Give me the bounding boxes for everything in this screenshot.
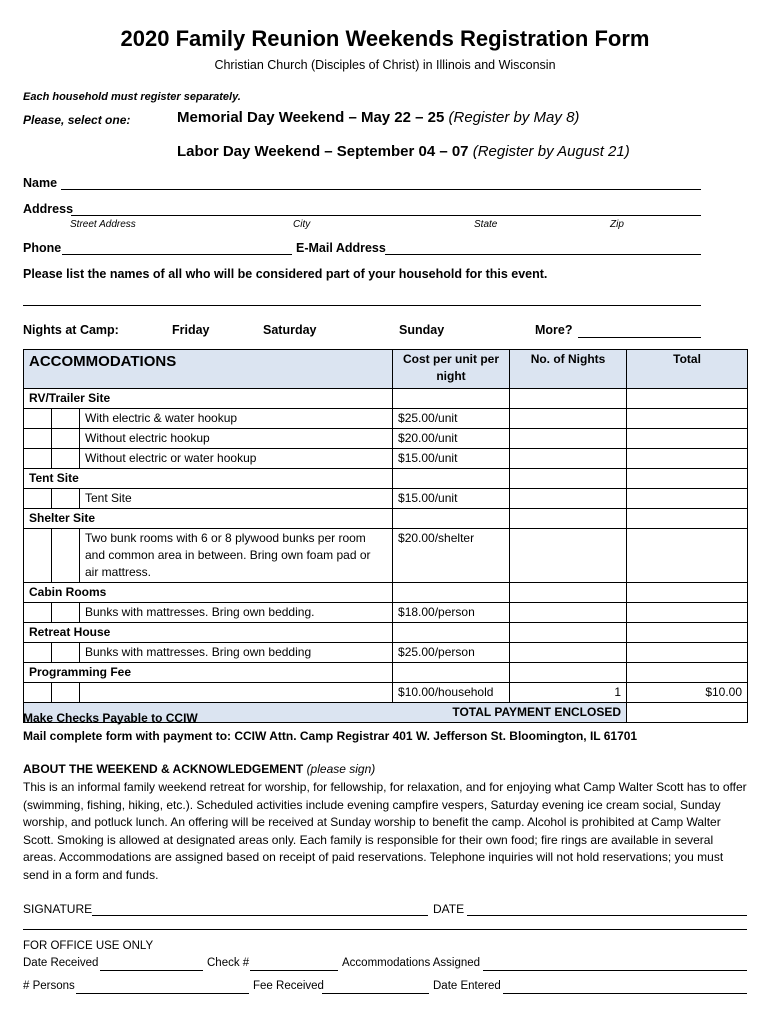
table-row xyxy=(24,449,748,469)
table-row xyxy=(24,683,748,703)
about-heading: ABOUT THE WEEKEND & ACKNOWLEDGEMENT xyxy=(23,762,304,776)
email-field[interactable] xyxy=(385,254,701,255)
mail-instructions: Mail complete form with payment to: CCIW Attn. Camp Registrar 401 W. Jefferson St. Bloomington, IL 61701 xyxy=(23,729,638,743)
item-desc: Tent Site xyxy=(80,489,393,509)
zip-caption: Zip xyxy=(610,219,624,230)
category-row xyxy=(24,583,748,603)
nights-cell[interactable] xyxy=(510,529,627,583)
item-cost: $10.00/household xyxy=(393,683,510,703)
register-note: Each household must register separately. xyxy=(23,91,241,103)
total-cell[interactable] xyxy=(627,603,748,623)
date-field[interactable] xyxy=(467,915,747,916)
item-desc: Without electric hookup xyxy=(80,429,393,449)
form-subtitle: Christian Church (Disciples of Christ) in Illinois and Wisconsin xyxy=(214,58,556,72)
phone-label: Phone xyxy=(23,241,62,255)
accommodations-assigned-field[interactable] xyxy=(483,970,747,971)
category-row xyxy=(24,389,748,409)
nights-cell[interactable] xyxy=(510,603,627,623)
nights-cell[interactable] xyxy=(510,429,627,449)
select-box[interactable] xyxy=(52,489,80,509)
about-body: This is an informal family weekend retreat for worship, for fellowship, for relaxation, and for enjoying what Camp Walter Scott has to offer (swimming, fishing, hiking, etc.). Scheduled activities include evening campfire vespers, Saturday evening ice cream social, Sunday worship, and potluck lunch. An offering will be received at Sunday worship to benefit the camp. Alcohol is prohibited at Camp Walter Scott. Smoking is allowed at designated areas only. Each family is responsible for their own food; fire rings are available in several areas. Accommodations are assigned based on receipt of paid reservations. Telephone inquiries will not hold reservations; you must send in a form and funds. xyxy=(23,780,747,882)
total-cell[interactable] xyxy=(627,643,748,663)
col-nights-header: No. of Nights xyxy=(510,350,627,389)
col-cost-header: Cost per unit per night xyxy=(393,350,510,389)
nights-cell[interactable]: 1 xyxy=(510,683,627,703)
total-cell[interactable] xyxy=(627,409,748,429)
table-row xyxy=(24,603,748,623)
table-row xyxy=(24,429,748,449)
item-cost: $15.00/unit xyxy=(393,489,510,509)
accommodations-table xyxy=(23,349,748,723)
table-row xyxy=(24,643,748,663)
signature-field[interactable] xyxy=(92,915,428,916)
table-header-row xyxy=(24,350,748,389)
street-caption: Street Address xyxy=(70,219,136,230)
date-received-label: Date Received xyxy=(23,957,99,969)
weekend2-deadline: (Register by August 21) xyxy=(472,143,630,160)
select-box[interactable] xyxy=(52,643,80,663)
night-friday[interactable]: Friday xyxy=(172,323,210,337)
category-row xyxy=(24,663,748,683)
date-entered-label: Date Entered xyxy=(433,980,501,992)
select-box[interactable] xyxy=(52,429,80,449)
total-cell[interactable] xyxy=(627,489,748,509)
total-cell[interactable] xyxy=(627,429,748,449)
office-heading: FOR OFFICE USE ONLY xyxy=(23,940,154,952)
weekend-option-memorial[interactable] xyxy=(177,109,579,126)
fee-received-label: Fee Received xyxy=(253,980,324,992)
item-desc: Bunks with mattresses. Bring own bedding xyxy=(80,643,393,663)
address-label: Address xyxy=(23,202,74,216)
total-payment-field[interactable] xyxy=(627,703,748,723)
select-box[interactable] xyxy=(52,409,80,429)
select-label: Please, select one: xyxy=(23,113,131,127)
nights-label: Nights at Camp: xyxy=(23,323,119,337)
total-cell[interactable] xyxy=(627,529,748,583)
check-label: Check # xyxy=(207,957,250,969)
nights-cell[interactable] xyxy=(510,449,627,469)
item-desc: Two bunk rooms with 6 or 8 plywood bunks per room and common area in between. Bring own foam pad or air mattress. xyxy=(80,529,393,583)
weekend1-deadline: (Register by May 8) xyxy=(448,109,580,126)
night-sunday[interactable]: Sunday xyxy=(399,323,445,337)
weekend-option-labor[interactable] xyxy=(177,143,630,160)
cat-tent: Tent Site xyxy=(24,469,393,489)
date-label: DATE xyxy=(433,902,465,916)
night-saturday[interactable]: Saturday xyxy=(263,323,317,337)
item-cost: $15.00/unit xyxy=(393,449,510,469)
persons-field[interactable] xyxy=(76,993,249,994)
nights-cell[interactable] xyxy=(510,489,627,509)
select-box[interactable] xyxy=(52,603,80,623)
accommodations-assigned-label: Accommodations Assigned xyxy=(342,957,481,969)
accommodations-heading: ACCOMMODATIONS xyxy=(24,350,393,389)
col-total-header: Total xyxy=(627,350,748,389)
city-caption: City xyxy=(293,219,311,230)
total-payment-label: TOTAL PAYMENT ENCLOSED xyxy=(24,703,627,723)
cat-cabin: Cabin Rooms xyxy=(24,583,393,603)
category-row xyxy=(24,509,748,529)
category-row xyxy=(24,469,748,489)
night-more-field[interactable] xyxy=(578,337,701,338)
form-title: 2020 Family Reunion Weekends Registration Form xyxy=(120,26,650,51)
office-divider xyxy=(23,929,747,930)
night-more-label: More? xyxy=(535,323,573,337)
cat-retreat: Retreat House xyxy=(24,623,393,643)
checks-payable: Make Checks Payable to CCIW xyxy=(23,711,198,725)
table-row xyxy=(24,409,748,429)
phone-field[interactable] xyxy=(62,254,292,255)
fee-received-field[interactable] xyxy=(322,993,429,994)
select-box[interactable] xyxy=(52,529,80,583)
item-cost: $20.00/unit xyxy=(393,429,510,449)
name-label: Name xyxy=(23,176,58,190)
address-field[interactable] xyxy=(71,215,701,216)
total-cell[interactable] xyxy=(627,449,748,469)
nights-cell[interactable] xyxy=(510,643,627,663)
about-heading-note: (please sign) xyxy=(306,762,376,776)
item-desc: Bunks with mattresses. Bring own bedding. xyxy=(80,603,393,623)
nights-cell[interactable] xyxy=(510,409,627,429)
select-box[interactable] xyxy=(52,683,80,703)
state-caption: State xyxy=(474,219,498,230)
category-row xyxy=(24,623,748,643)
item-cost: $25.00/unit xyxy=(393,409,510,429)
item-desc: With electric & water hookup xyxy=(80,409,393,429)
date-entered-field[interactable] xyxy=(503,993,747,994)
signature-label: SIGNATURE xyxy=(23,902,93,916)
cat-programming: Programming Fee xyxy=(24,663,393,683)
weekend1-label: Memorial Day Weekend – May 22 – 25 xyxy=(177,109,445,126)
cat-shelter: Shelter Site xyxy=(24,509,393,529)
name-field[interactable] xyxy=(61,189,701,190)
table-row xyxy=(24,489,748,509)
weekend2-label: Labor Day Weekend – September 04 – 07 xyxy=(177,143,469,160)
item-desc: Without electric or water hookup xyxy=(80,449,393,469)
item-cost: $20.00/shelter xyxy=(393,529,510,583)
cat-rv: RV/Trailer Site xyxy=(24,389,393,409)
select-box[interactable] xyxy=(52,449,80,469)
item-cost: $18.00/person xyxy=(393,603,510,623)
item-cost: $25.00/person xyxy=(393,643,510,663)
check-field[interactable] xyxy=(250,970,338,971)
table-row xyxy=(24,529,748,583)
about-heading-line xyxy=(23,762,375,776)
date-received-field[interactable] xyxy=(100,970,203,971)
household-label: Please list the names of all who will be considered part of your household for this event. xyxy=(23,267,548,281)
persons-label: # Persons xyxy=(23,980,75,992)
household-field[interactable] xyxy=(23,305,701,306)
total-cell[interactable]: $10.00 xyxy=(627,683,748,703)
email-label: E-Mail Address xyxy=(296,241,386,255)
